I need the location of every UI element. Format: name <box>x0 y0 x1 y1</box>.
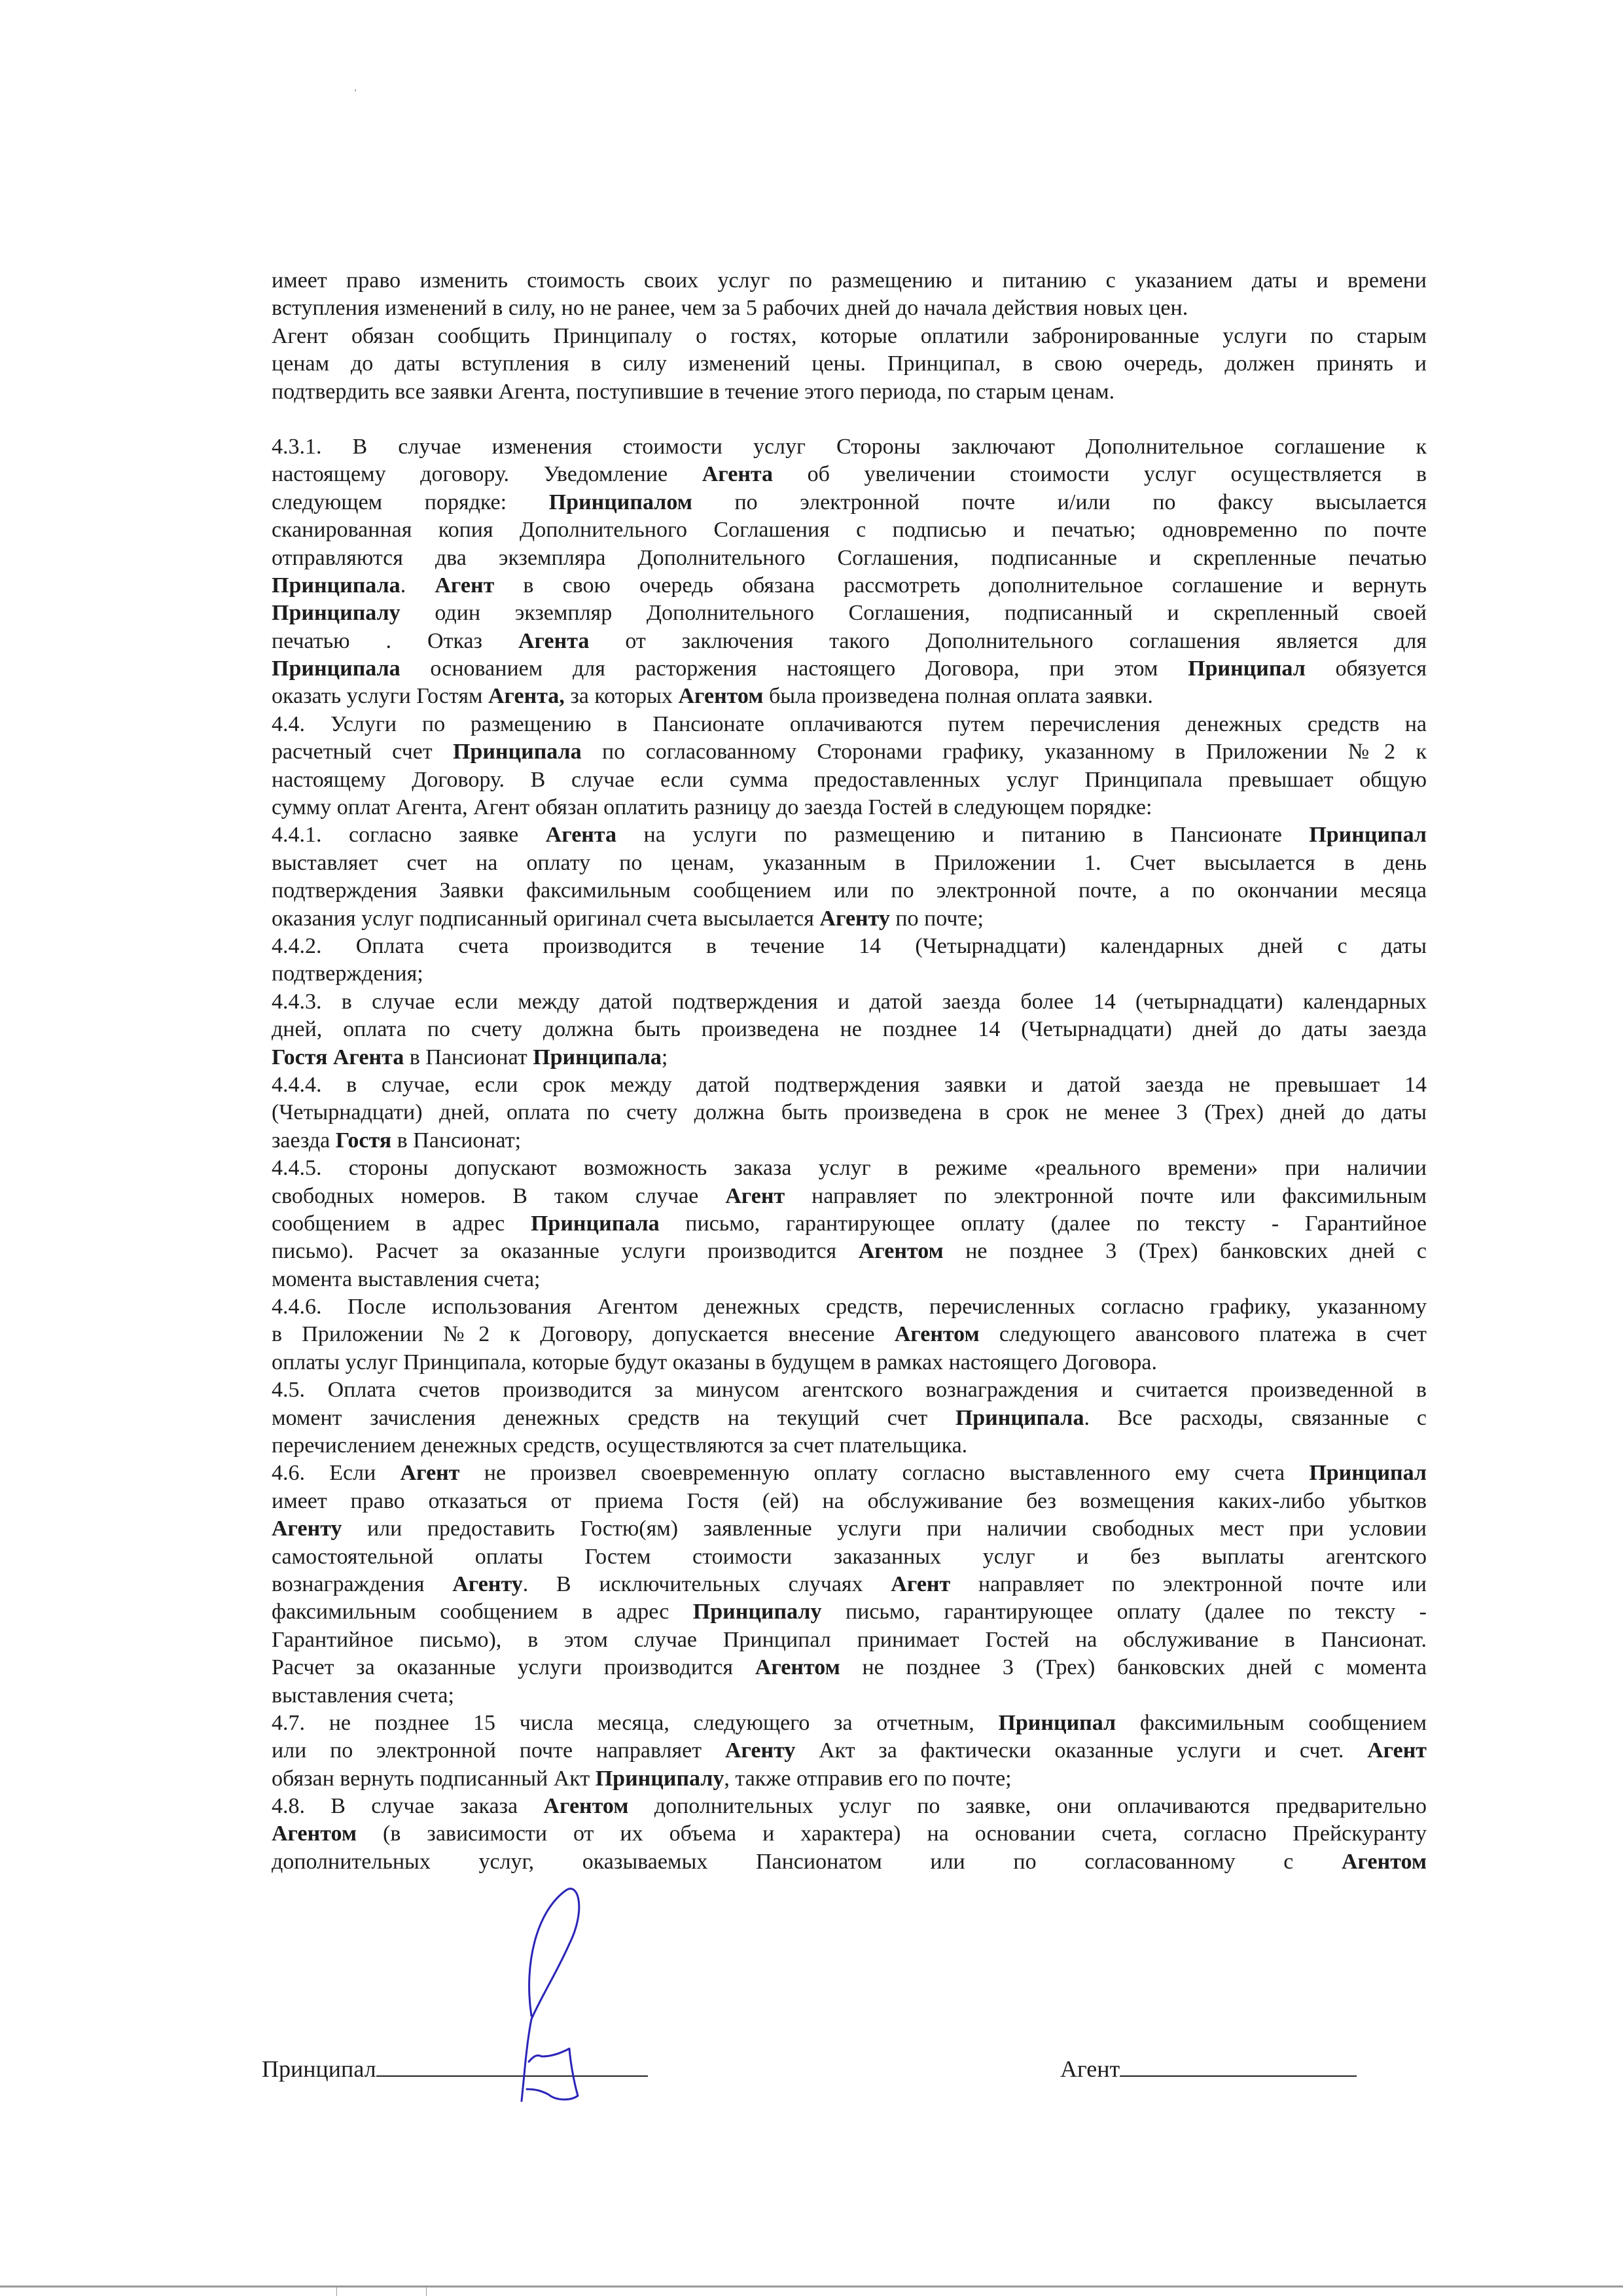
text-run: сумму оплат Агента, Агент обязан оплатить разницу до заезда Гостей в следующем порядке: <box>272 795 1152 820</box>
text-line <box>272 905 1427 933</box>
text-line <box>272 1820 1427 1848</box>
contract-body-text <box>272 267 1427 1876</box>
text-line <box>272 1626 1427 1654</box>
text-line <box>272 461 1427 488</box>
agent-signature-field <box>1060 2055 1357 2083</box>
paragraph-gap <box>272 406 1427 433</box>
scan-border-line <box>0 2286 1623 2287</box>
text-line <box>272 1016 1427 1043</box>
text-line <box>272 1293 1427 1321</box>
text-run: обязан вернуть подписанный Акт <box>272 1766 596 1791</box>
text-run: имеет право изменить стоимость своих услуг по размещению и питанию с указанием даты и времени <box>272 268 1427 293</box>
scan-tick <box>336 2286 337 2296</box>
text-run: 4.3.1. В случае изменения стоимости услуг Стороны заключают Дополнительное соглашение к <box>272 434 1427 459</box>
text-run: в свою очередь обязана рассмотреть дополнительное соглашение и вернуть <box>494 573 1427 598</box>
text-run: 4.6. Если <box>272 1461 401 1486</box>
text-run: свободных номеров. В таком случае <box>272 1183 726 1208</box>
scan-tick <box>426 2286 427 2296</box>
bold-term: Агенту <box>452 1571 523 1596</box>
text-line <box>272 572 1427 600</box>
text-run: не позднее 3 (Трех) банковских дней с <box>943 1239 1427 1264</box>
bold-term: Агентом <box>272 1821 357 1846</box>
text-line <box>272 545 1427 572</box>
text-line <box>272 988 1427 1016</box>
text-line <box>272 655 1427 683</box>
text-run: факсимильным сообщением <box>1116 1710 1427 1735</box>
text-run: по почте; <box>889 906 984 931</box>
text-line <box>272 766 1427 794</box>
text-run: 4.5. Оплата счетов производится за минусом агентского вознаграждения и считается произведенной в <box>272 1378 1427 1403</box>
bold-term: Агентом <box>894 1322 980 1347</box>
text-run: сообщением в адрес <box>272 1211 531 1236</box>
bold-term: Принципал <box>998 1710 1116 1735</box>
text-run: настоящему Договору. В случае если сумма предоставленных услуг Принципала превышает общую <box>272 767 1427 792</box>
bold-term: Агент <box>891 1571 951 1596</box>
text-line <box>272 323 1427 350</box>
text-line <box>272 1127 1427 1155</box>
text-run: оказать услуги Гостям <box>272 684 488 709</box>
bold-term: Принципала <box>955 1405 1084 1430</box>
text-run: факсимильным сообщением в адрес <box>272 1600 693 1624</box>
text-run: Агент обязан сообщить Принципалу о гостях, которые оплатили забронированные услуги по старым <box>272 323 1427 348</box>
text-run: ; <box>661 1045 668 1069</box>
text-line <box>272 1654 1427 1681</box>
text-line <box>272 433 1427 461</box>
bold-term: Агента <box>702 462 774 487</box>
text-run: сканированная копия Дополнительного Соглашения с подписью и печатью; одновременно по почте <box>272 518 1427 543</box>
text-run: по электронной почте и/или по факсу высылается <box>692 490 1427 514</box>
text-run: момента выставления счета; <box>272 1266 541 1291</box>
text-run: была произведена полная оплата заявки. <box>763 684 1153 709</box>
text-line <box>272 1543 1427 1571</box>
signature-stroke <box>522 1889 579 2101</box>
text-line <box>272 628 1427 655</box>
text-run: 4.7. не позднее 15 числа месяца, следующего за отчетным, <box>272 1710 999 1735</box>
text-run: заезда <box>272 1128 336 1153</box>
text-line <box>272 516 1427 544</box>
text-run: выставляет счет на оплату по ценам, указанным в Приложении 1. Счет высылается в день <box>272 850 1427 875</box>
handwritten-signature <box>497 1885 596 2108</box>
text-line <box>272 933 1427 960</box>
bold-term: Агент <box>725 1183 785 1208</box>
bold-term: Агент <box>435 573 495 598</box>
text-run: подтверждения; <box>272 961 423 986</box>
text-run: выставления счета; <box>272 1683 454 1708</box>
bold-term: Агентом <box>858 1239 944 1264</box>
bold-term: Агента <box>545 823 617 848</box>
text-run: или предоставить Гостю(ям) заявленные услуги при наличии свободных мест при условии <box>342 1516 1427 1541</box>
text-run: письмо, гарантирующее оплату (далее по тексту - <box>821 1600 1427 1624</box>
text-line <box>272 1598 1427 1626</box>
text-line <box>272 1238 1427 1265</box>
text-run: на услуги по размещению и питанию в Пансионате <box>616 823 1310 848</box>
text-run: не позднее 3 (Трех) банковских дней с момента <box>840 1655 1427 1680</box>
text-run: вознаграждения <box>272 1571 453 1596</box>
text-line <box>272 1515 1427 1543</box>
text-run: подтверждения Заявки факсимильным сообщением или по электронной почте, а по окончании месяца <box>272 878 1427 903</box>
text-run: в Пансионат; <box>391 1128 522 1153</box>
text-line <box>272 1099 1427 1126</box>
text-run: в Пансионат <box>404 1045 533 1069</box>
bold-term: Принципала <box>533 1045 662 1069</box>
text-run: 4.4.3. в случае если между датой подтверждения и датой заезда более 14 (четырнадцати) календарных <box>272 989 1427 1014</box>
bold-term: Агентом <box>543 1794 629 1819</box>
text-run: оплаты услуг Принципала, которые будут оказаны в будущем в рамках настоящего Договора. <box>272 1350 1158 1374</box>
text-line <box>272 1210 1427 1238</box>
bold-term: Агентом <box>678 684 764 709</box>
bold-term: Агенту <box>724 1738 796 1763</box>
text-run: 4.4.4. в случае, если срок между датой подтверждения заявки и датой заезда не превышает 14 <box>272 1072 1427 1097</box>
text-line <box>272 1071 1427 1099</box>
text-line <box>272 1405 1427 1432</box>
text-line <box>272 683 1427 710</box>
scan-speck <box>355 89 356 92</box>
text-line <box>272 267 1427 295</box>
text-run: 4.4. Услуги по размещению в Пансионате оплачиваются путем перечисления денежных средств на <box>272 711 1427 736</box>
text-line <box>272 1737 1427 1765</box>
text-line <box>272 1376 1427 1404</box>
text-line <box>272 600 1427 627</box>
text-line <box>272 1044 1427 1071</box>
bold-term: Принципалом <box>548 490 692 514</box>
text-line <box>272 1321 1427 1348</box>
bold-term: Агента, <box>488 684 565 709</box>
text-run: 4.8. В случае заказа <box>272 1794 544 1819</box>
text-run: в Приложении №2 к Договору, допускается внесение <box>272 1322 895 1347</box>
text-run: перечислением денежных средств, осуществляются за счет плательщика. <box>272 1433 968 1458</box>
bold-term: Принципалу <box>272 601 401 626</box>
bold-term: Гостя <box>335 1128 392 1153</box>
bold-term: Принципала <box>272 656 401 681</box>
text-run: 4.4.6. После использования Агентом денежных средств, перечисленных согласно графику, указанному <box>272 1295 1427 1319</box>
text-line <box>272 794 1427 821</box>
bold-term: Принципал <box>1188 656 1306 681</box>
text-run: . <box>400 573 435 598</box>
text-run: письмо). Расчет за оказанные услуги производится <box>272 1239 859 1264</box>
text-line <box>272 350 1427 378</box>
text-run: самостоятельной оплаты Гостем стоимости заказанных услуг и без выплаты агентского <box>272 1544 1427 1569</box>
text-line <box>272 1488 1427 1515</box>
text-run: основанием для расторжения настоящего Договора, при этом <box>400 656 1188 681</box>
text-run: настоящему договору. Уведомление <box>272 462 702 487</box>
text-run: не произвел своевременную оплату согласно выставленного ему счета <box>459 1461 1310 1486</box>
text-line <box>272 821 1427 849</box>
text-run: . В исключительных случаях <box>522 1571 891 1596</box>
text-run: 4.4.1. согласно заявке <box>272 823 546 848</box>
text-line <box>272 1432 1427 1460</box>
bold-term: Агентом <box>1342 1849 1427 1874</box>
bold-term: Принципалу <box>595 1766 724 1791</box>
text-line <box>272 711 1427 738</box>
text-line <box>272 1183 1427 1210</box>
text-line <box>272 378 1427 406</box>
text-line <box>272 489 1427 516</box>
text-run: дополнительных услуг, оказываемых Пансионатом или по согласованному с <box>272 1849 1342 1874</box>
bold-term: Агент <box>400 1461 460 1486</box>
bold-term: Агента <box>518 628 590 653</box>
bold-term: Принципала <box>530 1211 660 1236</box>
text-run: дополнительных услуг по заявке, они оплачиваются предварительно <box>628 1794 1427 1819</box>
text-run: направляет по электронной почте или <box>950 1571 1427 1596</box>
text-run: за которых <box>564 684 679 709</box>
text-run: отправляются два экземпляра Дополнительного Соглашения, подписанные и скрепленные печатью <box>272 545 1427 570</box>
text-run: направляет по электронной почте или факсимильным <box>785 1183 1427 1208</box>
text-line <box>272 1571 1427 1598</box>
agent-label: Агент <box>1060 2056 1120 2082</box>
text-run: 4.4.5. стороны допускают возможность заказа услуг в режиме «реального времени» при наличии <box>272 1156 1427 1181</box>
text-line <box>272 1765 1427 1793</box>
text-line <box>272 877 1427 905</box>
text-line <box>272 1848 1427 1876</box>
text-run: обязуется <box>1305 656 1427 681</box>
text-run: от заключения такого Дополнительного соглашения является для <box>589 628 1427 653</box>
text-run: печатью . Отказ <box>272 628 519 653</box>
text-run: ценам до даты вступления в силу изменений цены. Принципал, в свою очередь, должен принять и <box>272 351 1427 376</box>
text-run: письмо, гарантирующее оплату (далее по тексту - Гарантийное <box>659 1211 1427 1236</box>
bold-term: Агенту <box>819 906 890 931</box>
text-run: оказания услуг подписанный оригинал счета высылается <box>272 906 820 931</box>
text-run: следующем порядке: <box>272 490 549 514</box>
text-run: Акт за фактически оказанные услуги и счет. <box>795 1738 1368 1763</box>
bold-term: Принципал <box>1309 823 1427 848</box>
text-run: момент зачисления денежных средств на текущий счет <box>272 1405 955 1430</box>
text-line <box>272 1155 1427 1182</box>
text-run: об увеличении стоимости услуг осуществляется в <box>773 462 1427 487</box>
agent-signature-line <box>1120 2075 1357 2077</box>
text-line <box>272 1266 1427 1293</box>
text-line <box>272 295 1427 322</box>
text-line <box>272 1682 1427 1710</box>
text-line <box>272 850 1427 877</box>
signature-block <box>262 2055 1374 2108</box>
text-run: Расчет за оказанные услуги производится <box>272 1655 755 1680</box>
bold-term: Принципала <box>452 740 582 764</box>
bold-term: Принципала <box>272 573 401 598</box>
bold-term: Агентом <box>755 1655 840 1680</box>
text-run: имеет право отказаться от приема Гостя (ей) на обслуживание без возмещения каких-либо убытков <box>272 1488 1427 1513</box>
text-run: Гарантийное письмо), в этом случае Принципал принимает Гостей на обслуживание в Пансионат. <box>272 1627 1427 1652</box>
text-line <box>272 1710 1427 1737</box>
bold-term: Гостя Агента <box>272 1045 404 1069</box>
text-run: по согласованному Сторонами графику, указанному в Приложении №2 к <box>581 740 1427 764</box>
bold-term: Агент <box>1367 1738 1427 1763</box>
bold-term: Агенту <box>272 1516 342 1541</box>
text-run: подтвердить все заявки Агента, поступившие в течение этого периода, по старым ценам. <box>272 379 1115 404</box>
text-line <box>272 1793 1427 1820</box>
text-run: (Четырнадцати) дней, оплата по счету должна быть произведена в срок не менее 3 (Трех) дней до даты <box>272 1100 1427 1125</box>
text-line <box>272 1460 1427 1487</box>
text-run: , также отправив его по почте; <box>724 1766 1012 1791</box>
text-run: (в зависимости от их объема и характера) на основании счета, согласно Прейскуранту <box>357 1821 1427 1846</box>
text-run: дней, оплата по счету должна быть произведена не позднее 14 (Четырнадцати) дней до даты заезда <box>272 1017 1427 1042</box>
text-run: один экземпляр Дополнительного Соглашения, подписанный и скрепленный своей <box>400 601 1427 626</box>
text-line <box>272 738 1427 766</box>
bold-term: Принципал <box>1309 1461 1427 1486</box>
principal-label: Принципал <box>262 2056 376 2082</box>
text-line <box>272 1349 1427 1376</box>
text-run: или по электронной почте направляет <box>272 1738 725 1763</box>
text-run: следующего авансового платежа в счет <box>979 1322 1427 1347</box>
bold-term: Принципалу <box>692 1600 822 1624</box>
text-line <box>272 960 1427 988</box>
text-run: вступления изменений в силу, но не ранее, чем за 5 рабочих дней до начала действия новых цен. <box>272 296 1188 321</box>
text-run: . Все расходы, связанные с <box>1084 1405 1427 1430</box>
text-run: расчетный счет <box>272 740 453 764</box>
text-run: 4.4.2. Оплата счета производится в течение 14 (Четырнадцати) календарных дней с даты <box>272 933 1427 958</box>
